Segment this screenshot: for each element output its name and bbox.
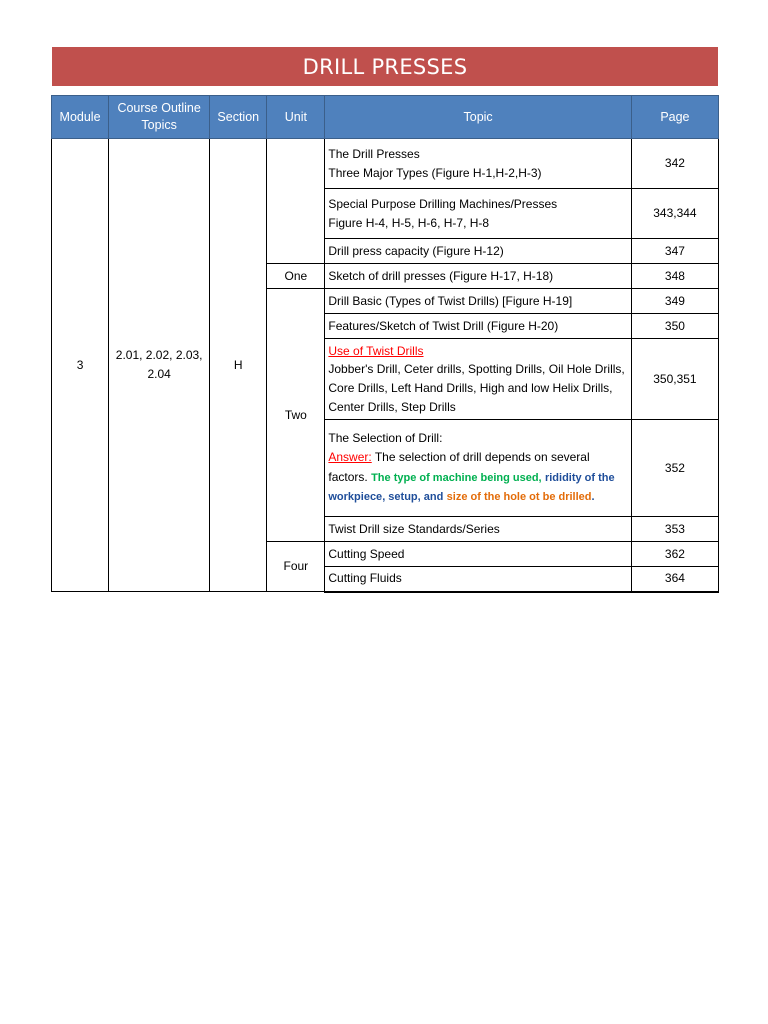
page-cell: 350,351 bbox=[631, 339, 718, 420]
topic-line: Figure H-4, H-5, H-6, H-7, H-8 bbox=[328, 215, 490, 230]
topic-cell: Cutting Fluids bbox=[325, 567, 631, 592]
page-cell: 348 bbox=[631, 264, 718, 289]
unit-cell-four: Four bbox=[267, 542, 325, 592]
topic-cell: Cutting Speed bbox=[325, 542, 631, 567]
table-header-row bbox=[52, 96, 719, 139]
header-module: Module bbox=[52, 96, 109, 139]
page-title: DRILL PRESSES bbox=[52, 47, 718, 86]
topic-body: Jobber's Drill, Ceter drills, Spotting Drills, Oil Hole Drills, Core Drills, Left Hand Drills, High and low Helix Drills, Center Drills, Step Drills bbox=[328, 362, 625, 414]
topic-cell: Sketch of drill presses (Figure H-17, H-18) bbox=[325, 264, 631, 289]
unit-cell-one: One bbox=[267, 264, 325, 289]
answer-label: Answer: bbox=[328, 450, 372, 465]
topic-cell bbox=[325, 420, 631, 517]
page-cell: 350 bbox=[631, 314, 718, 339]
factor-hole-size: size of the hole ot be drilled bbox=[446, 491, 592, 504]
factor-rigidity: rididity of the workpiece bbox=[328, 471, 615, 504]
header-section: Section bbox=[210, 96, 267, 139]
topic-line: Special Purpose Drilling Machines/Presses bbox=[328, 196, 558, 211]
topic-cell bbox=[325, 189, 631, 239]
unit-cell-blank bbox=[267, 139, 325, 264]
header-course-outline: Course Outline Topics bbox=[109, 96, 210, 139]
unit-cell-two: Two bbox=[267, 289, 325, 542]
page-cell: 362 bbox=[631, 542, 718, 567]
topic-line: The Selection of Drill: bbox=[328, 431, 443, 446]
header-unit: Unit bbox=[267, 96, 325, 139]
header-topic: Topic bbox=[325, 96, 631, 139]
topic-heading: Use of Twist Drills bbox=[328, 343, 424, 358]
page-cell: 364 bbox=[631, 567, 718, 592]
topic-cell: Drill press capacity (Figure H-12) bbox=[325, 239, 631, 264]
course-outline-cell: 2.01, 2.02, 2.03, 2.04 bbox=[109, 139, 210, 592]
topic-cell: Twist Drill size Standards/Series bbox=[325, 517, 631, 542]
page-cell: 349 bbox=[631, 289, 718, 314]
page-cell: 342 bbox=[631, 139, 718, 189]
factor-machine: The type of machine being used, bbox=[371, 471, 542, 484]
section-cell: H bbox=[210, 139, 267, 592]
factor-setup: , setup, and bbox=[382, 491, 444, 504]
topic-cell: Features/Sketch of Twist Drill (Figure H-20) bbox=[325, 314, 631, 339]
factor-end: . bbox=[591, 491, 595, 504]
topic-line: Three Major Types (Figure H-1,H-2,H-3) bbox=[328, 165, 542, 180]
page-cell: 353 bbox=[631, 517, 718, 542]
answer-text: The selection of drill depends on several factors. bbox=[328, 450, 590, 484]
header-page: Page bbox=[631, 96, 718, 139]
page-cell: 352 bbox=[631, 420, 718, 517]
table-row bbox=[52, 139, 719, 189]
topic-cell: Drill Basic (Types of Twist Drills) [Figure H-19] bbox=[325, 289, 631, 314]
module-cell: 3 bbox=[52, 139, 109, 592]
topic-cell bbox=[325, 339, 631, 420]
page-cell: 343,344 bbox=[631, 189, 718, 239]
page-cell: 347 bbox=[631, 239, 718, 264]
drill-presses-table bbox=[51, 95, 719, 593]
topic-cell bbox=[325, 139, 631, 189]
topic-line: The Drill Presses bbox=[328, 146, 420, 161]
